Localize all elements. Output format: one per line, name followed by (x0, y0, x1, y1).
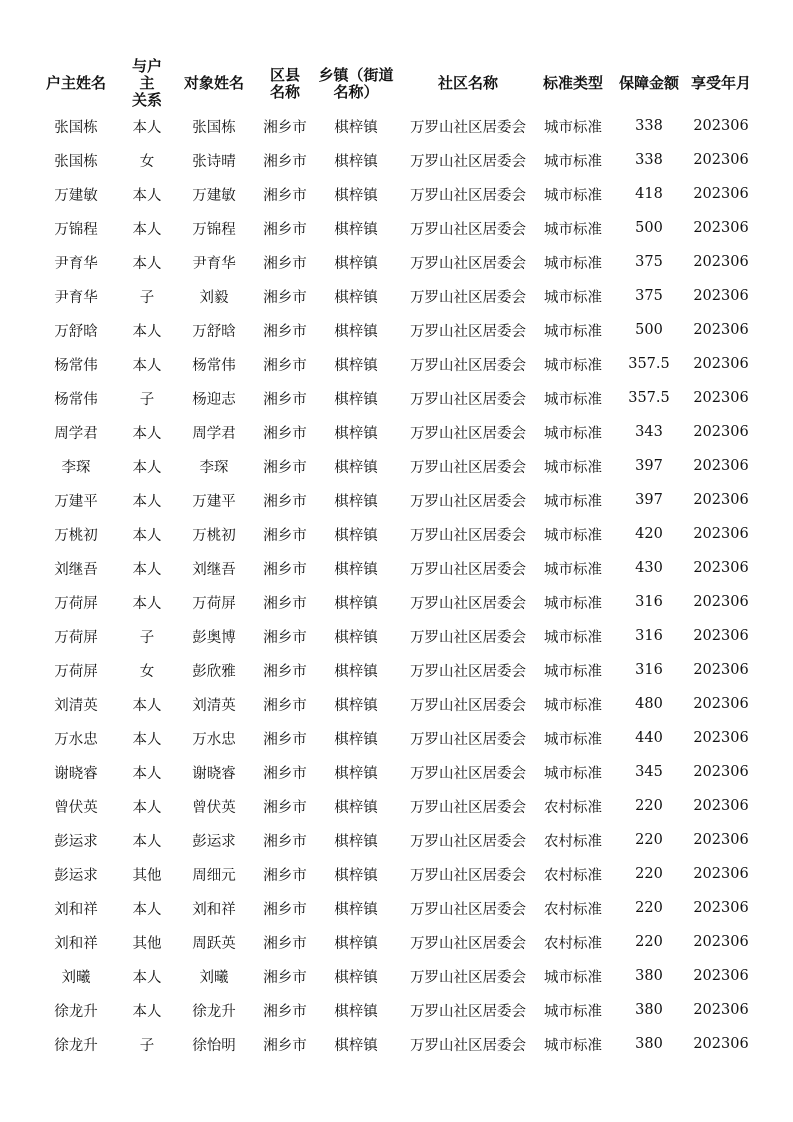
cell-community: 万罗山社区居委会 (410, 697, 526, 714)
cell-relation: 子 (139, 391, 155, 408)
cell-month: 202306 (693, 1002, 749, 1018)
cell-amount: 500 (635, 322, 663, 338)
cell-standard: 城市标准 (544, 731, 602, 748)
cell-town: 棋梓镇 (334, 765, 378, 782)
cell-subject: 刘毅 (199, 289, 229, 306)
cell-householder: 万荷屏 (54, 663, 98, 680)
table-row (26, 959, 756, 993)
table-row (26, 279, 756, 313)
cell-amount: 418 (635, 186, 663, 202)
cell-county: 湘乡市 (263, 527, 307, 544)
cell-householder: 曾伏英 (54, 799, 98, 816)
cell-relation: 本人 (132, 799, 162, 816)
cell-relation: 本人 (132, 731, 162, 748)
cell-subject: 彭运求 (192, 833, 236, 850)
cell-county: 湘乡市 (263, 629, 307, 646)
cell-community: 万罗山社区居委会 (410, 663, 526, 680)
cell-town: 棋梓镇 (334, 357, 378, 374)
table-row (26, 993, 756, 1027)
cell-householder: 万水忠 (54, 731, 98, 748)
cell-month: 202306 (693, 186, 749, 202)
cell-relation: 子 (139, 1037, 155, 1054)
cell-amount: 500 (635, 220, 663, 236)
cell-relation: 其他 (132, 867, 162, 884)
cell-town: 棋梓镇 (334, 561, 378, 578)
header-month: 享受年月 (690, 74, 751, 92)
table-row (26, 891, 756, 925)
cell-householder: 万舒晗 (54, 323, 98, 340)
cell-standard: 城市标准 (544, 357, 602, 374)
cell-householder: 万荷屏 (54, 629, 98, 646)
cell-month: 202306 (693, 798, 749, 814)
cell-standard: 城市标准 (544, 629, 602, 646)
cell-county: 湘乡市 (263, 935, 307, 952)
cell-month: 202306 (693, 152, 749, 168)
cell-town: 棋梓镇 (334, 527, 378, 544)
cell-month: 202306 (693, 968, 749, 984)
cell-subject: 彭奥博 (192, 629, 236, 646)
cell-relation: 本人 (132, 323, 162, 340)
cell-month: 202306 (693, 492, 749, 508)
cell-relation: 本人 (132, 187, 162, 204)
cell-relation: 本人 (132, 901, 162, 918)
cell-householder: 徐龙升 (54, 1037, 98, 1054)
header-amount: 保障金额 (618, 74, 679, 92)
cell-householder: 刘曦 (61, 969, 91, 986)
cell-householder: 刘和祥 (54, 901, 98, 918)
cell-month: 202306 (693, 560, 749, 576)
cell-relation: 本人 (132, 221, 162, 238)
cell-community: 万罗山社区居委会 (410, 1003, 526, 1020)
cell-subject: 万舒晗 (192, 323, 236, 340)
cell-standard: 城市标准 (544, 255, 602, 272)
cell-standard: 农村标准 (544, 867, 602, 884)
cell-standard: 城市标准 (544, 969, 602, 986)
cell-relation: 本人 (132, 1003, 162, 1020)
table-row (26, 415, 756, 449)
cell-standard: 城市标准 (544, 391, 602, 408)
cell-householder: 尹育华 (54, 289, 98, 306)
cell-subject: 谢晓睿 (192, 765, 236, 782)
cell-month: 202306 (693, 356, 749, 372)
cell-subject: 杨常伟 (192, 357, 236, 374)
cell-town: 棋梓镇 (334, 731, 378, 748)
cell-month: 202306 (693, 832, 749, 848)
cell-town: 棋梓镇 (334, 119, 378, 136)
cell-town: 棋梓镇 (334, 833, 378, 850)
cell-standard: 农村标准 (544, 799, 602, 816)
cell-community: 万罗山社区居委会 (410, 425, 526, 442)
cell-town: 棋梓镇 (334, 901, 378, 918)
cell-subject: 刘和祥 (192, 901, 236, 918)
cell-subject: 张国栋 (192, 119, 236, 136)
cell-amount: 420 (635, 526, 663, 542)
cell-month: 202306 (693, 628, 749, 644)
cell-community: 万罗山社区居委会 (410, 289, 526, 306)
table-row (26, 449, 756, 483)
cell-subject: 张诗晴 (192, 153, 236, 170)
cell-month: 202306 (693, 118, 749, 134)
cell-householder: 刘和祥 (54, 935, 98, 952)
cell-town: 棋梓镇 (334, 425, 378, 442)
cell-county: 湘乡市 (263, 561, 307, 578)
cell-subject: 杨迎志 (192, 391, 236, 408)
cell-standard: 城市标准 (544, 697, 602, 714)
cell-town: 棋梓镇 (334, 867, 378, 884)
cell-county: 湘乡市 (263, 969, 307, 986)
cell-community: 万罗山社区居委会 (410, 1037, 526, 1054)
cell-county: 湘乡市 (263, 731, 307, 748)
cell-amount: 220 (635, 798, 663, 814)
cell-standard: 城市标准 (544, 663, 602, 680)
cell-community: 万罗山社区居委会 (410, 357, 526, 374)
cell-householder: 彭运求 (54, 867, 98, 884)
cell-town: 棋梓镇 (334, 697, 378, 714)
header-subject: 对象姓名 (183, 74, 244, 92)
cell-month: 202306 (693, 1036, 749, 1052)
cell-town: 棋梓镇 (334, 629, 378, 646)
table-row (26, 211, 756, 245)
cell-amount: 380 (635, 1036, 663, 1052)
cell-month: 202306 (693, 220, 749, 236)
table-row (26, 245, 756, 279)
cell-subject: 徐龙升 (192, 1003, 236, 1020)
cell-standard: 城市标准 (544, 595, 602, 612)
cell-community: 万罗山社区居委会 (410, 323, 526, 340)
cell-subject: 周跃英 (192, 935, 236, 952)
header-relation: 与户主 关系 (131, 57, 162, 109)
cell-amount: 357.5 (628, 356, 670, 372)
cell-subject: 彭欣雅 (192, 663, 236, 680)
cell-relation: 本人 (132, 969, 162, 986)
cell-amount: 397 (635, 458, 663, 474)
cell-town: 棋梓镇 (334, 459, 378, 476)
cell-standard: 城市标准 (544, 1037, 602, 1054)
cell-subject: 李琛 (199, 459, 229, 476)
table-row (26, 483, 756, 517)
cell-county: 湘乡市 (263, 697, 307, 714)
cell-standard: 农村标准 (544, 901, 602, 918)
table-row (26, 1027, 756, 1061)
cell-county: 湘乡市 (263, 459, 307, 476)
cell-relation: 本人 (132, 527, 162, 544)
cell-month: 202306 (693, 730, 749, 746)
cell-subject: 周学君 (192, 425, 236, 442)
cell-relation: 本人 (132, 425, 162, 442)
cell-subject: 刘清英 (192, 697, 236, 714)
cell-subject: 尹育华 (192, 255, 236, 272)
cell-householder: 尹育华 (54, 255, 98, 272)
cell-amount: 316 (635, 594, 663, 610)
cell-standard: 城市标准 (544, 119, 602, 136)
table-row (26, 347, 756, 381)
cell-subject: 刘曦 (199, 969, 229, 986)
cell-householder: 张国栋 (54, 119, 98, 136)
table-header (26, 58, 756, 109)
table-row (26, 823, 756, 857)
cell-town: 棋梓镇 (334, 187, 378, 204)
cell-amount: 345 (635, 764, 663, 780)
cell-county: 湘乡市 (263, 595, 307, 612)
cell-county: 湘乡市 (263, 289, 307, 306)
cell-householder: 刘继吾 (54, 561, 98, 578)
cell-town: 棋梓镇 (334, 221, 378, 238)
cell-amount: 220 (635, 900, 663, 916)
cell-standard: 城市标准 (544, 323, 602, 340)
cell-month: 202306 (693, 424, 749, 440)
cell-subject: 徐怡明 (192, 1037, 236, 1054)
cell-relation: 本人 (132, 833, 162, 850)
table-row (26, 653, 756, 687)
cell-community: 万罗山社区居委会 (410, 221, 526, 238)
cell-town: 棋梓镇 (334, 493, 378, 510)
cell-town: 棋梓镇 (334, 153, 378, 170)
cell-county: 湘乡市 (263, 799, 307, 816)
cell-householder: 万建敏 (54, 187, 98, 204)
cell-standard: 城市标准 (544, 561, 602, 578)
cell-county: 湘乡市 (263, 867, 307, 884)
cell-county: 湘乡市 (263, 1003, 307, 1020)
cell-subject: 万建敏 (192, 187, 236, 204)
cell-subject: 万桃初 (192, 527, 236, 544)
cell-month: 202306 (693, 866, 749, 882)
cell-community: 万罗山社区居委会 (410, 969, 526, 986)
cell-amount: 375 (635, 288, 663, 304)
cell-standard: 城市标准 (544, 153, 602, 170)
table-row (26, 857, 756, 891)
cell-county: 湘乡市 (263, 323, 307, 340)
header-householder: 户主姓名 (45, 74, 106, 92)
cell-relation: 子 (139, 629, 155, 646)
cell-subject: 万水忠 (192, 731, 236, 748)
cell-community: 万罗山社区居委会 (410, 799, 526, 816)
cell-standard: 农村标准 (544, 833, 602, 850)
cell-householder: 刘清英 (54, 697, 98, 714)
cell-amount: 316 (635, 628, 663, 644)
cell-standard: 城市标准 (544, 459, 602, 476)
subsidy-table (26, 58, 756, 1061)
cell-relation: 子 (139, 289, 155, 306)
cell-month: 202306 (693, 288, 749, 304)
cell-amount: 343 (635, 424, 663, 440)
cell-relation: 本人 (132, 255, 162, 272)
header-community: 社区名称 (437, 74, 498, 92)
cell-community: 万罗山社区居委会 (410, 493, 526, 510)
cell-standard: 城市标准 (544, 1003, 602, 1020)
cell-community: 万罗山社区居委会 (410, 731, 526, 748)
cell-householder: 张国栋 (54, 153, 98, 170)
table-row (26, 755, 756, 789)
table-row (26, 721, 756, 755)
cell-community: 万罗山社区居委会 (410, 255, 526, 272)
cell-county: 湘乡市 (263, 765, 307, 782)
cell-community: 万罗山社区居委会 (410, 867, 526, 884)
cell-householder: 彭运求 (54, 833, 98, 850)
cell-householder: 徐龙升 (54, 1003, 98, 1020)
cell-subject: 万建平 (192, 493, 236, 510)
table-row (26, 517, 756, 551)
cell-relation: 本人 (132, 561, 162, 578)
cell-amount: 397 (635, 492, 663, 508)
cell-community: 万罗山社区居委会 (410, 187, 526, 204)
cell-householder: 万荷屏 (54, 595, 98, 612)
header-town: 乡镇（街道 名称） (318, 65, 394, 101)
cell-community: 万罗山社区居委会 (410, 153, 526, 170)
cell-month: 202306 (693, 322, 749, 338)
cell-month: 202306 (693, 900, 749, 916)
cell-county: 湘乡市 (263, 255, 307, 272)
cell-relation: 本人 (132, 357, 162, 374)
table-row (26, 177, 756, 211)
cell-county: 湘乡市 (263, 221, 307, 238)
cell-relation: 本人 (132, 459, 162, 476)
header-standard: 标准类型 (542, 74, 603, 92)
cell-month: 202306 (693, 934, 749, 950)
cell-amount: 480 (635, 696, 663, 712)
cell-community: 万罗山社区居委会 (410, 595, 526, 612)
table-row (26, 585, 756, 619)
cell-town: 棋梓镇 (334, 935, 378, 952)
cell-month: 202306 (693, 662, 749, 678)
table-row (26, 381, 756, 415)
cell-community: 万罗山社区居委会 (410, 935, 526, 952)
cell-relation: 本人 (132, 595, 162, 612)
cell-month: 202306 (693, 254, 749, 270)
cell-county: 湘乡市 (263, 901, 307, 918)
cell-householder: 杨常伟 (54, 391, 98, 408)
cell-community: 万罗山社区居委会 (410, 629, 526, 646)
table-row (26, 551, 756, 585)
cell-subject: 万锦程 (192, 221, 236, 238)
header-row (26, 58, 756, 109)
cell-county: 湘乡市 (263, 187, 307, 204)
cell-householder: 万锦程 (54, 221, 98, 238)
cell-county: 湘乡市 (263, 425, 307, 442)
cell-amount: 357.5 (628, 390, 670, 406)
cell-relation: 本人 (132, 765, 162, 782)
cell-county: 湘乡市 (263, 833, 307, 850)
cell-community: 万罗山社区居委会 (410, 561, 526, 578)
cell-amount: 316 (635, 662, 663, 678)
cell-community: 万罗山社区居委会 (410, 391, 526, 408)
cell-amount: 220 (635, 832, 663, 848)
cell-county: 湘乡市 (263, 357, 307, 374)
cell-relation: 本人 (132, 493, 162, 510)
table-row (26, 619, 756, 653)
cell-subject: 周细元 (192, 867, 236, 884)
cell-amount: 440 (635, 730, 663, 746)
cell-standard: 城市标准 (544, 221, 602, 238)
cell-amount: 220 (635, 934, 663, 950)
cell-town: 棋梓镇 (334, 799, 378, 816)
cell-subject: 万荷屏 (192, 595, 236, 612)
cell-householder: 万建平 (54, 493, 98, 510)
cell-month: 202306 (693, 458, 749, 474)
cell-community: 万罗山社区居委会 (410, 765, 526, 782)
cell-householder: 万桃初 (54, 527, 98, 544)
header-county: 区县 名称 (269, 65, 300, 101)
cell-month: 202306 (693, 390, 749, 406)
cell-town: 棋梓镇 (334, 1037, 378, 1054)
table-row (26, 925, 756, 959)
cell-standard: 城市标准 (544, 425, 602, 442)
cell-amount: 338 (635, 152, 663, 168)
cell-month: 202306 (693, 764, 749, 780)
cell-standard: 城市标准 (544, 527, 602, 544)
cell-standard: 农村标准 (544, 935, 602, 952)
cell-town: 棋梓镇 (334, 595, 378, 612)
cell-community: 万罗山社区居委会 (410, 527, 526, 544)
cell-relation: 女 (139, 153, 155, 170)
cell-amount: 430 (635, 560, 663, 576)
cell-community: 万罗山社区居委会 (410, 901, 526, 918)
cell-standard: 城市标准 (544, 765, 602, 782)
cell-town: 棋梓镇 (334, 663, 378, 680)
cell-relation: 其他 (132, 935, 162, 952)
cell-town: 棋梓镇 (334, 969, 378, 986)
cell-householder: 周学君 (54, 425, 98, 442)
cell-subject: 刘继吾 (192, 561, 236, 578)
cell-amount: 380 (635, 1002, 663, 1018)
cell-town: 棋梓镇 (334, 255, 378, 272)
cell-standard: 城市标准 (544, 289, 602, 306)
cell-town: 棋梓镇 (334, 289, 378, 306)
cell-town: 棋梓镇 (334, 1003, 378, 1020)
table-body (26, 109, 756, 1061)
cell-amount: 375 (635, 254, 663, 270)
cell-relation: 女 (139, 663, 155, 680)
cell-relation: 本人 (132, 119, 162, 136)
cell-county: 湘乡市 (263, 493, 307, 510)
table-row (26, 109, 756, 143)
cell-month: 202306 (693, 594, 749, 610)
table-row (26, 143, 756, 177)
table-row (26, 313, 756, 347)
cell-householder: 杨常伟 (54, 357, 98, 374)
cell-subject: 曾伏英 (192, 799, 236, 816)
cell-month: 202306 (693, 696, 749, 712)
cell-standard: 城市标准 (544, 493, 602, 510)
cell-amount: 220 (635, 866, 663, 882)
cell-county: 湘乡市 (263, 1037, 307, 1054)
cell-month: 202306 (693, 526, 749, 542)
cell-county: 湘乡市 (263, 153, 307, 170)
table-row (26, 687, 756, 721)
cell-county: 湘乡市 (263, 391, 307, 408)
cell-amount: 380 (635, 968, 663, 984)
cell-county: 湘乡市 (263, 663, 307, 680)
cell-community: 万罗山社区居委会 (410, 459, 526, 476)
cell-community: 万罗山社区居委会 (410, 119, 526, 136)
cell-town: 棋梓镇 (334, 323, 378, 340)
cell-amount: 338 (635, 118, 663, 134)
table-row (26, 789, 756, 823)
cell-community: 万罗山社区居委会 (410, 833, 526, 850)
cell-householder: 李琛 (61, 459, 91, 476)
cell-town: 棋梓镇 (334, 391, 378, 408)
cell-county: 湘乡市 (263, 119, 307, 136)
cell-standard: 城市标准 (544, 187, 602, 204)
cell-relation: 本人 (132, 697, 162, 714)
cell-householder: 谢晓睿 (54, 765, 98, 782)
